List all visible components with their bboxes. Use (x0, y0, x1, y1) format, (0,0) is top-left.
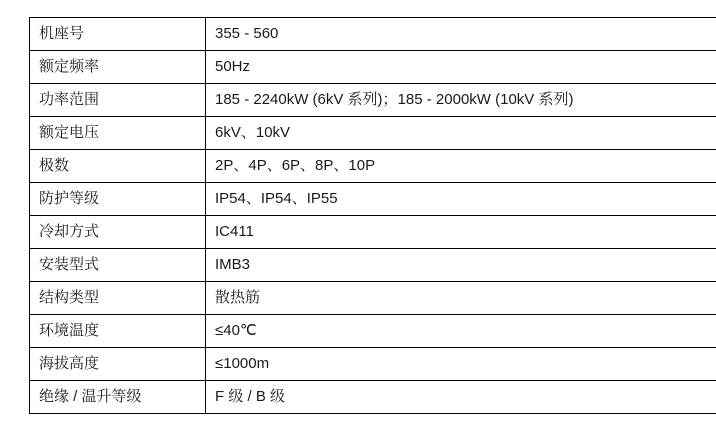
row-label: 极数 (30, 150, 206, 183)
row-value: IMB3 (206, 249, 716, 282)
specification-table-container (29, 17, 687, 414)
row-label: 绝缘 / 温升等级 (30, 381, 206, 414)
row-value: 50Hz (206, 51, 716, 84)
row-value: 散热筋 (206, 282, 716, 315)
row-label: 额定频率 (30, 51, 206, 84)
row-value: 355 - 560 (206, 18, 716, 51)
table-row (30, 315, 716, 348)
table-row (30, 381, 716, 414)
row-value: 6kV、10kV (206, 117, 716, 150)
table-row (30, 150, 716, 183)
row-value: IC411 (206, 216, 716, 249)
row-label: 机座号 (30, 18, 206, 51)
row-label: 功率范围 (30, 84, 206, 117)
row-label: 冷却方式 (30, 216, 206, 249)
row-value: ≤40℃ (206, 315, 716, 348)
table-row (30, 18, 716, 51)
row-label: 海拔高度 (30, 348, 206, 381)
specification-table (29, 17, 716, 414)
row-label: 安装型式 (30, 249, 206, 282)
table-row (30, 84, 716, 117)
row-label: 环境温度 (30, 315, 206, 348)
table-row (30, 282, 716, 315)
row-label: 防护等级 (30, 183, 206, 216)
table-body (30, 18, 716, 414)
table-row (30, 348, 716, 381)
table-row (30, 183, 716, 216)
table-row (30, 216, 716, 249)
row-value: 185 - 2240kW (6kV 系列)；185 - 2000kW (10kV 系列) (206, 84, 716, 117)
table-row (30, 51, 716, 84)
row-value: IP54、IP54、IP55 (206, 183, 716, 216)
table-row (30, 249, 716, 282)
row-value: F 级 / B 级 (206, 381, 716, 414)
table-row (30, 117, 716, 150)
row-label: 额定电压 (30, 117, 206, 150)
row-value: ≤1000m (206, 348, 716, 381)
row-label: 结构类型 (30, 282, 206, 315)
row-value: 2P、4P、6P、8P、10P (206, 150, 716, 183)
